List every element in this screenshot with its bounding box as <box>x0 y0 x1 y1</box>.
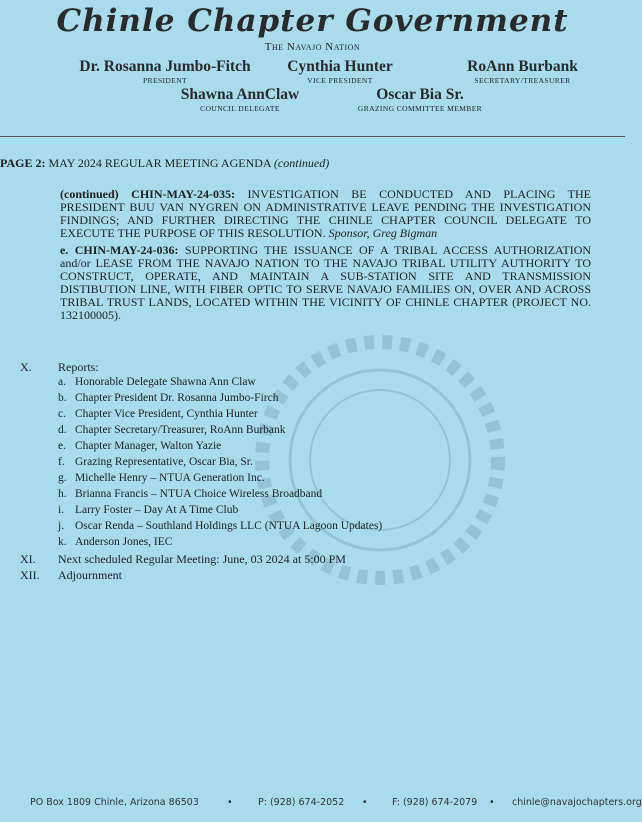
resolution-text: INVESTIGATION BE CONDUCTED AND PLACING THE PRESIDENT BUU VAN NYGREN ON ADMINISTRATIVE LEAVE PENDING THE INVESTIGATION FINDINGS; AND FURTHER DIRECTING THE CHINLE CHAPTER COUNCIL DELEGATE TO EXECUTE THE PURPOSE OF THIS RESOLUTION. <box>60 187 591 240</box>
page-heading: PAGE 2: MAY 2024 REGULAR MEETING AGENDA (continued) <box>0 156 330 170</box>
item-letter: e. <box>60 243 69 257</box>
page-number-label: PAGE 2 <box>0 156 42 170</box>
officer-secretary-treasurer: RoAnn Burbank SECRETARY/TREASURER <box>467 58 578 85</box>
page-heading-suffix: (continued) <box>273 156 330 170</box>
officer-grazing-member: Oscar Bia Sr. GRAZING COMMITTEE MEMBER <box>357 86 483 113</box>
list-item: h. Brianna Francis – NTUA Choice Wireless Broadband <box>58 488 323 500</box>
section-next-meeting: XI. Next scheduled Regular Meeting: June, 03 2024 at 5:00 PM <box>20 552 346 566</box>
list-item: k. Anderson Jones, IEC <box>58 536 173 548</box>
footer-address: PO Box 1809 Chinle, Arizona 86503 <box>30 797 199 808</box>
letterhead <box>0 0 625 54</box>
resolution-item-e <box>60 244 591 322</box>
list-item: d. Chapter Secretary/Treasurer, RoAnn Burbank <box>58 424 286 436</box>
list-item: g. Michelle Henry – NTUA Generation Inc. <box>58 472 265 484</box>
continued-resolution-item <box>60 188 591 240</box>
footer-email[interactable]: chinle@navajochapters.org <box>512 797 642 808</box>
footer-separator: • <box>489 797 495 808</box>
footer-separator: • <box>227 797 233 808</box>
list-item: b. Chapter President Dr. Rosanna Jumbo-Firch <box>58 392 279 404</box>
list-item: e. Chapter Manager, Walton Yazie <box>58 440 222 452</box>
officers-block <box>0 54 625 118</box>
page-heading-text: MAY 2024 REGULAR MEETING AGENDA <box>48 156 271 170</box>
officer-council-delegate: Shawna AnnClaw COUNCIL DELEGATE <box>180 86 300 113</box>
government-title: Chinle Chapter Government <box>56 3 569 39</box>
resolution-id: (continued) CHIN-MAY-24-035: <box>60 187 235 201</box>
list-item: i. Larry Foster – Day At A Time Club <box>58 504 239 516</box>
officer-vice-president: Cynthia Hunter VICE PRESIDENT <box>287 58 393 85</box>
header-divider <box>0 136 625 137</box>
officer-president: Dr. Rosanna Jumbo-Fitch PRESIDENT <box>79 58 251 85</box>
nation-subtitle: The Navajo Nation <box>264 41 361 53</box>
list-item: f. Grazing Representative, Oscar Bia, Sr. <box>58 456 253 468</box>
list-item: j. Oscar Renda – Southland Holdings LLC (NTUA Lagoon Updates) <box>58 520 383 532</box>
section-reports: X. Reports: <box>20 360 99 374</box>
resolution-sponsor: Sponsor, Greg Bigman <box>328 226 438 240</box>
list-item: c. Chapter Vice President, Cynthia Hunter <box>58 408 258 420</box>
footer-fax: F: (928) 674-2079 <box>392 797 478 808</box>
section-adjournment: XII. Adjournment <box>20 568 122 582</box>
footer-phone: P: (928) 674-2052 <box>258 797 345 808</box>
footer-separator: • <box>362 797 368 808</box>
list-item: a. Honorable Delegate Shawna Ann Claw <box>58 376 256 388</box>
resolution-id: CHIN-MAY-24-036: <box>74 243 179 257</box>
resolution-text: SUPPORTING THE ISSUANCE OF A TRIBAL ACCESS AUTHORIZATION and/or LEASE FROM THE NAVAJO NATION TO THE NAVAJO TRIBAL UTILITY AUTHORITY TO CONSTRUCT, OPERATE, AND MAINTAIN A SUB-STATION SITE AND TRANSMISSION DISTIBUTION LINE, WITH FIBER OPTIC TO SERVE NAVAJO FAMILIES ON, OVER AND ACROSS TRIBAL TRUST LANDS, LOCATED WITHIN THE VICINITY OF CHINLE CHAPTER (PROJECT NO. 132100005). <box>60 243 592 322</box>
